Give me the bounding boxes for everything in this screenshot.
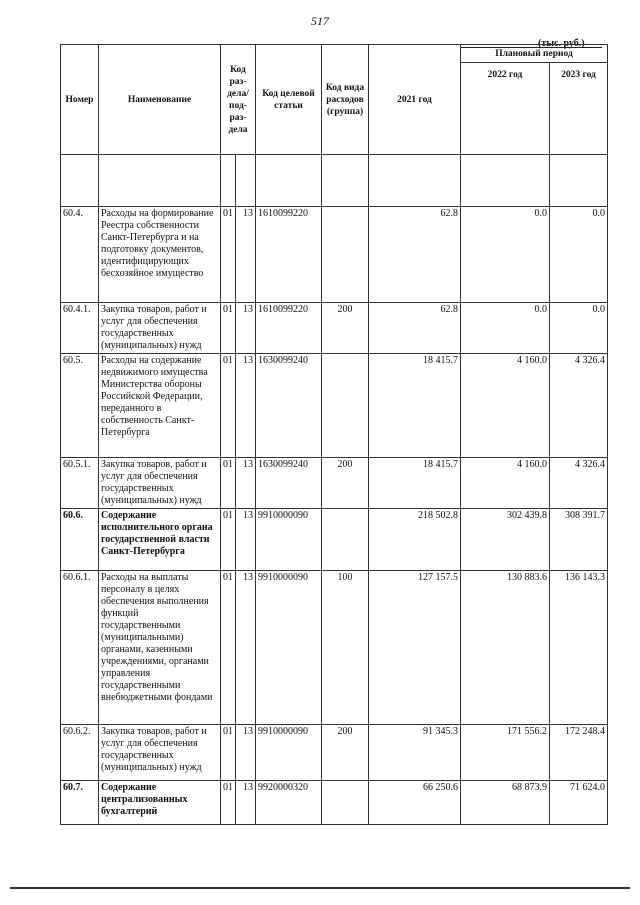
row-number: 60.4. xyxy=(61,207,99,303)
row-value-2022: 130 883.6 xyxy=(461,571,550,725)
row-subsection: 13 xyxy=(236,571,256,725)
table-row xyxy=(61,354,608,458)
row-value-2023: 308 391.7 xyxy=(550,509,608,571)
row-section: 01 xyxy=(221,509,236,571)
table-row xyxy=(61,509,608,571)
spacer-row xyxy=(61,155,608,207)
header-year-2021: 2021 год xyxy=(369,45,461,155)
row-number: 60.5.1. xyxy=(61,458,99,509)
row-expense-group: 200 xyxy=(322,458,369,509)
row-name: Расходы на содержание недвижимого имущества Министерства обороны Российской Федерации, переданного в собственность Санкт-Петербурга xyxy=(99,354,221,458)
bottom-rule xyxy=(10,887,630,889)
header-number: Номер xyxy=(61,45,99,155)
row-value-2021: 18 415.7 xyxy=(369,458,461,509)
row-value-2023: 4 326.4 xyxy=(550,458,608,509)
row-value-2021: 62.8 xyxy=(369,303,461,354)
row-value-2021: 66 250.6 xyxy=(369,781,461,825)
table-row xyxy=(61,303,608,354)
row-subsection: 13 xyxy=(236,207,256,303)
row-value-2021: 62.8 xyxy=(369,207,461,303)
row-section: 01 xyxy=(221,781,236,825)
row-value-2021: 127 157.5 xyxy=(369,571,461,725)
table-row xyxy=(61,725,608,781)
row-value-2022: 4 160.0 xyxy=(461,354,550,458)
row-value-2021: 91 345.3 xyxy=(369,725,461,781)
row-section: 01 xyxy=(221,725,236,781)
row-target-code: 9910000090 xyxy=(256,725,322,781)
table-row xyxy=(61,781,608,825)
row-value-2023: 71 624.0 xyxy=(550,781,608,825)
row-target-code: 9910000090 xyxy=(256,571,322,725)
row-number: 60.5. xyxy=(61,354,99,458)
row-expense-group xyxy=(322,509,369,571)
row-value-2023: 0.0 xyxy=(550,207,608,303)
row-expense-group: 100 xyxy=(322,571,369,725)
row-value-2022: 302 439.8 xyxy=(461,509,550,571)
row-value-2022: 4 160.0 xyxy=(461,458,550,509)
page-number: 517 xyxy=(311,14,329,28)
table-row xyxy=(61,207,608,303)
row-expense-group xyxy=(322,207,369,303)
row-number: 60.6.1. xyxy=(61,571,99,725)
row-value-2022: 0.0 xyxy=(461,207,550,303)
row-target-code: 9920000320 xyxy=(256,781,322,825)
header-year-2022: 2022 год xyxy=(461,63,550,155)
row-expense-group xyxy=(322,354,369,458)
row-value-2022: 171 556.2 xyxy=(461,725,550,781)
row-target-code: 1630099240 xyxy=(256,458,322,509)
header-expense-type: Код вида расходов (группа) xyxy=(322,45,369,155)
row-expense-group: 200 xyxy=(322,303,369,354)
row-name: Закупка товаров, работ и услуг для обеспечения государственных (муниципальных) нужд xyxy=(99,303,221,354)
row-section: 01 xyxy=(221,458,236,509)
header-planned-period: Плановый период xyxy=(461,45,608,63)
row-subsection: 13 xyxy=(236,725,256,781)
row-name: Расходы на выплаты персоналу в целях обеспечения выполнения функций государственными (муниципальными) органами, казенными учреждениями, органами управления государственными внебюджетными фондами xyxy=(99,571,221,725)
row-subsection: 13 xyxy=(236,781,256,825)
row-target-code: 1610099220 xyxy=(256,207,322,303)
units-note: (тыс. руб.) xyxy=(538,38,585,49)
row-number: 60.6. xyxy=(61,509,99,571)
row-name: Содержание централизованных бухгалтерий xyxy=(99,781,221,825)
row-value-2021: 18 415.7 xyxy=(369,354,461,458)
row-name: Содержание исполнительного органа государственной власти Санкт-Петербурга xyxy=(99,509,221,571)
row-section: 01 xyxy=(221,207,236,303)
row-expense-group: 200 xyxy=(322,725,369,781)
row-subsection: 13 xyxy=(236,509,256,571)
row-name: Расходы на формирование Реестра собственности Санкт-Петербурга и на подготовку документов, идентифицирующих бесхозяйное имущество xyxy=(99,207,221,303)
header-year-2023: 2023 год xyxy=(550,63,608,155)
row-value-2022: 68 873.9 xyxy=(461,781,550,825)
row-subsection: 13 xyxy=(236,354,256,458)
row-section: 01 xyxy=(221,303,236,354)
row-value-2021: 218 502.8 xyxy=(369,509,461,571)
row-value-2023: 172 248.4 xyxy=(550,725,608,781)
row-name: Закупка товаров, работ и услуг для обеспечения государственных (муниципальных) нужд xyxy=(99,725,221,781)
row-expense-group xyxy=(322,781,369,825)
row-subsection: 13 xyxy=(236,458,256,509)
row-section: 01 xyxy=(221,571,236,725)
row-target-code: 1610099220 xyxy=(256,303,322,354)
header-name: Наименование xyxy=(99,45,221,155)
row-section: 01 xyxy=(221,354,236,458)
table-row xyxy=(61,571,608,725)
row-name: Закупка товаров, работ и услуг для обеспечения государственных (муниципальных) нужд xyxy=(99,458,221,509)
row-target-code: 9910000090 xyxy=(256,509,322,571)
row-target-code: 1630099240 xyxy=(256,354,322,458)
row-number: 60.6.2. xyxy=(61,725,99,781)
row-subsection: 13 xyxy=(236,303,256,354)
row-value-2023: 136 143.3 xyxy=(550,571,608,725)
table-row xyxy=(61,458,608,509)
row-number: 60.4.1. xyxy=(61,303,99,354)
header-section-code: Код раз-дела/ под-раз-дела xyxy=(221,45,256,155)
row-value-2022: 0.0 xyxy=(461,303,550,354)
budget-table xyxy=(60,44,608,825)
header-target-code: Код целевой статьи xyxy=(256,45,322,155)
row-number: 60.7. xyxy=(61,781,99,825)
row-value-2023: 0.0 xyxy=(550,303,608,354)
row-value-2023: 4 326.4 xyxy=(550,354,608,458)
